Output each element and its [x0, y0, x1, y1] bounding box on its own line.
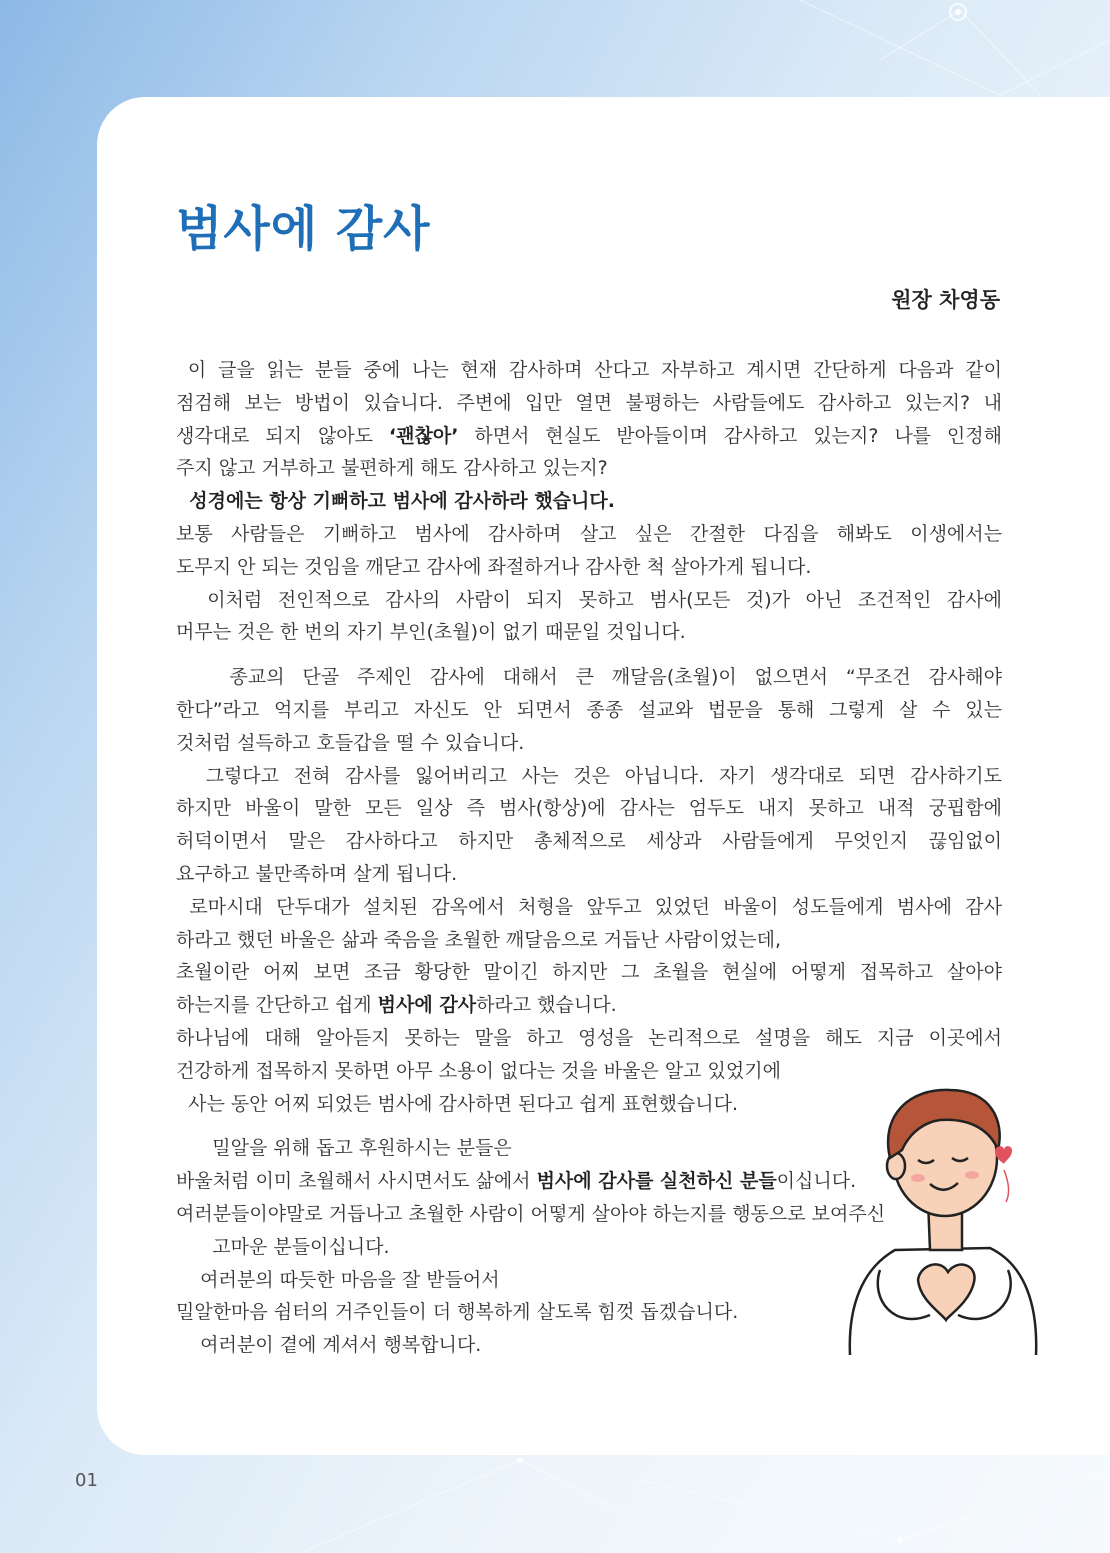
grateful-man-hands-on-heart-icon: [840, 1080, 1045, 1365]
text-line: 사는 동안 어찌 되었든 범사에 감사하면 된다고 쉽게 표현했습니다.: [188, 1092, 739, 1115]
text-line: 한다”라고 억지를 부리고 자신도 안 되면서 종종 설교와 법문을 통해 그렇게 살 수 있는: [176, 698, 1002, 721]
text-line: 하나님에 대해 알아듣지 못하는 말을 하고 영성을 논리적으로 설명을 해도 지금 이곳에서: [176, 1026, 1002, 1049]
page-title: 범사에 감사: [176, 201, 431, 257]
text-line: 여러분이 곁에 계셔서 행복합니다.: [200, 1334, 482, 1357]
text-line: 생각대로 되지 않아도 ‘괜찮아’ 하면서 현실도 받아들이며 감사하고 있는지? 나를 인정해: [176, 424, 1002, 447]
text-line: 하는지를 간단하고 쉽게 범사에 감사하라고 했습니다.: [176, 994, 617, 1017]
text-line: 그렇다고 전혀 감사를 잃어버리고 사는 것은 아닙니다. 자기 생각대로 되면 감사하기도: [205, 764, 1002, 787]
text-line: 도무지 안 되는 것임을 깨닫고 감사에 좌절하거나 감사한 척 살아가게 됩니다.: [176, 555, 812, 578]
text-line-bold: 성경에는 항상 기뻐하고 범사에 감사하라 했습니다.: [189, 490, 615, 513]
text-line: 요구하고 불만족하며 살게 됩니다.: [176, 862, 458, 885]
text-line: 밀알한마음 쉼터의 거주인들이 더 행복하게 살도록 힘껏 돕겠습니다.: [176, 1301, 739, 1324]
text-line: 보통 사람들은 기뻐하고 범사에 감사하며 살고 싶은 간절한 다짐을 해봐도 이생에서는: [176, 522, 1002, 545]
text-line: 바울처럼 이미 초월해서 사시면서도 삶에서 범사에 감사를 실천하신 분들이십니다.: [176, 1170, 857, 1193]
text-line: 하라고 했던 바울은 삶과 죽음을 초월한 깨달음으로 거듭난 사람이었는데,: [176, 928, 781, 951]
text-line: 것처럼 설득하고 호들갑을 떨 수 있습니다.: [176, 731, 525, 754]
text-line: 하지만 바울이 말한 모든 일상 즉 범사(항상)에 감사는 엄두도 내지 못하고 내적 궁핍함에: [176, 797, 1002, 820]
text-line: 여러분의 따듯한 마음을 잘 받들어서: [200, 1268, 500, 1291]
text-line: 초월이란 어찌 보면 조금 황당한 말이긴 하지만 그 초월을 현실에 어떻게 접목하고 살아야: [176, 961, 1002, 984]
text-line: 머무는 것은 한 번의 자기 부인(초월)이 없기 때문일 것입니다.: [176, 621, 686, 644]
text-line: 종교의 단골 주제인 감사에 대해서 큰 깨달음(초월)이 없으면서 “무조건 감사해야: [229, 666, 1002, 689]
text-line: 밀알을 위해 돕고 후원하시는 분들은: [212, 1137, 512, 1160]
text-line: 허덕이면서 말은 감사하다고 하지만 총체적으로 세상과 사람들에게 무엇인지 끊임없이: [176, 830, 1002, 853]
text-line: 점검해 보는 방법이 있습니다. 주변에 입만 열면 불평하는 사람들에도 감사하고 있는지? 내: [176, 391, 1002, 414]
text-line: 여러분들이야말로 거듭나고 초월한 사람이 어떻게 살아야 하는지를 행동으로 보여주신: [176, 1202, 886, 1225]
text-line: 고마운 분들이십니다.: [212, 1235, 390, 1258]
text-line: 이처럼 전인적으로 감사의 사람이 되지 못하고 범사(모든 것)가 아닌 조건적인 감사에: [207, 588, 1002, 611]
author-byline: 원장 차영동: [891, 288, 1000, 312]
text-line: 주지 않고 거부하고 불편하게 해도 감사하고 있는지?: [176, 457, 608, 480]
text-line: 건강하게 접목하지 못하면 아무 소용이 없다는 것을 바울은 알고 있었기에: [176, 1059, 781, 1082]
text-line: 이 글을 읽는 분들 중에 나는 현재 감사하며 산다고 자부하고 계시면 간단하게 다음과 같이: [187, 359, 1002, 381]
page-number: 01: [75, 1470, 98, 1491]
text-line: 로마시대 단두대가 설치된 감옥에서 처형을 앞두고 있었던 바울이 성도들에게 범사에 감사: [189, 895, 1002, 918]
